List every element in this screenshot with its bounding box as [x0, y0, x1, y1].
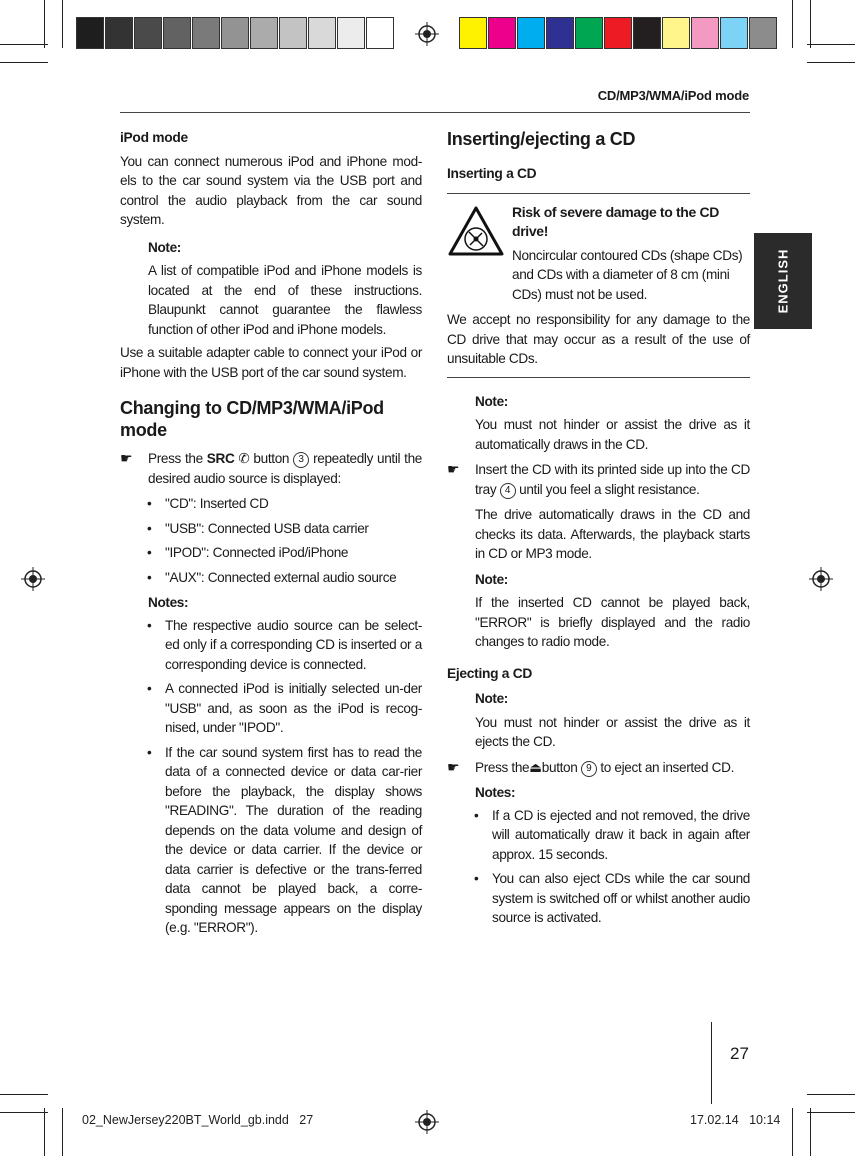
crop-mark [810, 1108, 811, 1156]
source-list-item: • "USB": Connected USB data carrier [120, 519, 422, 539]
language-tab [754, 233, 812, 329]
tray-number-badge: 4 [500, 483, 516, 499]
warning-triangle-cd-icon [447, 205, 505, 257]
notes-label: Notes: [148, 595, 189, 610]
draws-in-text: The drive automatically draws in the CD and checks its data. Afterwards, the playback starts in CD or MP3 mode. [475, 507, 750, 561]
footer-filename: 02_NewJersey220BT_World_gb.indd 27 [82, 1113, 314, 1127]
source-list-item: • "AUX": Connected external audio source [120, 568, 422, 588]
ipod-mode-heading: iPod mode [120, 130, 188, 145]
color-swatch [546, 17, 574, 49]
color-swatch [633, 17, 661, 49]
color-swatch [192, 17, 220, 49]
source-list-item: • "IPOD": Connected iPod/iPhone [120, 543, 422, 563]
color-swatch [749, 17, 777, 49]
source-list-item: • "CD": Inserted CD [120, 494, 422, 514]
ipod-intro-text: You can connect numerous iPod and iPhone mod-els to the car sound system via the USB port and control the audio playback from the car sound system. [120, 153, 422, 227]
crop-mark [0, 1112, 48, 1113]
note-text: You must not hinder or assist the drive as it ejects the CD. [475, 714, 750, 749]
crop-mark [62, 0, 63, 48]
color-swatch [691, 17, 719, 49]
changing-mode-heading: Changing to CD/MP3/WMA/iPod mode [120, 398, 384, 440]
warning-top-divider [447, 193, 750, 194]
color-swatch [134, 17, 162, 49]
bullet-icon: • [474, 807, 479, 823]
note-text: A list of compatible iPod and iPhone models is located at the end of these instructions. Blaupunkt cannot guarantee the flawless function of other iPod and iPhone models. [148, 263, 422, 337]
crop-mark [807, 1094, 855, 1095]
registration-mark-icon [415, 1110, 439, 1134]
crop-mark [0, 1094, 48, 1095]
eject-icon: ⏏ [529, 759, 542, 775]
crop-mark [62, 1108, 63, 1156]
color-swatch [76, 17, 104, 49]
note-list-item: • A connected iPod is initially selected un-der "USB" and, as soon as the iPod is recog-nised, under "IPOD". [147, 681, 422, 735]
pointing-hand-icon: ☛ [447, 758, 460, 775]
note-list-item: • You can also eject CDs while the car sound system is switched off or whilst another audio source is activated. [474, 871, 750, 925]
warning-text-intro: Noncircular contoured CDs (shape CDs) and CDs with a diameter of 8 cm (mini CDs) must not be used. [512, 247, 743, 302]
notes-label: Notes: [475, 785, 516, 800]
note-label: Note: [475, 393, 508, 409]
crop-mark [792, 1108, 793, 1156]
language-tab-label: ENGLISH [775, 248, 791, 314]
phone-icon: ✆ [238, 451, 250, 466]
color-swatch [221, 17, 249, 49]
process-color-bar [459, 17, 778, 49]
notes-list [447, 806, 750, 928]
color-swatch [337, 17, 365, 49]
bullet-icon: • [147, 496, 152, 511]
bullet-icon: • [147, 569, 152, 585]
footer-date: 17.02.14 10:14 [690, 1113, 781, 1127]
color-swatch [279, 17, 307, 49]
color-swatch [488, 17, 516, 49]
src-button-label: SRC [206, 451, 235, 466]
button-number-badge: 3 [293, 452, 309, 468]
color-swatch [366, 17, 394, 49]
note-list-item: • If the car sound system first has to read the data of a connected device or data car-rier before the playback, the display shows "READING". The duration of the reading depends on the data volume and design of the device or data carrier. If the device or data carrier is defective or the trans-ferred data cannot be played back, a corre-sponding message appears on the display (e.g. "ERROR"). [147, 744, 422, 935]
pointing-hand-icon: ☛ [120, 450, 133, 466]
warning-title: Risk of severe damage to the CD drive! [512, 203, 719, 239]
instruction-step: ☛ Press the⏏button 9 to eject an inserted CD. [447, 758, 750, 778]
crop-mark [807, 62, 855, 63]
page-number-divider [711, 1022, 712, 1104]
crop-mark [0, 44, 48, 45]
color-swatch [720, 17, 748, 49]
registration-mark-icon [809, 567, 833, 591]
color-swatch [163, 17, 191, 49]
bullet-icon: • [147, 520, 152, 536]
crop-mark [44, 0, 45, 48]
note-text: You must not hinder or assist the drive as it automatically draws in the CD. [475, 417, 750, 452]
crop-mark [810, 0, 811, 48]
inserting-ejecting-heading: Inserting/ejecting a CD [447, 129, 636, 149]
crop-mark [44, 1108, 45, 1156]
bullet-icon: • [147, 681, 152, 696]
grayscale-color-bar [76, 17, 395, 49]
source-list [120, 494, 422, 587]
color-swatch [575, 17, 603, 49]
right-column [447, 128, 750, 933]
color-swatch [308, 17, 336, 49]
warning-block [447, 203, 750, 305]
left-column [120, 128, 422, 943]
instruction-step: ☛ Insert the CD with its printed side up into the CD tray 4 until you feel a slight resistance. [447, 461, 750, 497]
color-swatch [604, 17, 632, 49]
inserting-cd-heading: Inserting a CD [447, 166, 537, 181]
note-label: Note: [475, 571, 508, 587]
color-swatch [459, 17, 487, 49]
color-swatch [250, 17, 278, 49]
ejecting-cd-heading: Ejecting a CD [447, 665, 533, 681]
registration-mark-icon [415, 22, 439, 46]
note-label: Note: [148, 239, 181, 255]
note-text: If the inserted CD cannot be played back, "ERROR" is briefly displayed and the radio changes to radio mode. [475, 595, 750, 649]
note-list-item: • The respective audio source can be select-ed only if a corresponding CD is inserted or a corresponding device is connected. [147, 617, 422, 672]
crop-mark [792, 0, 793, 48]
bullet-icon: • [474, 871, 479, 886]
pointing-hand-icon: ☛ [447, 461, 460, 477]
color-swatch [105, 17, 133, 49]
note-label: Note: [475, 691, 508, 706]
crop-mark [807, 1112, 855, 1113]
header-divider [120, 112, 750, 113]
registration-mark-icon [21, 567, 45, 591]
adapter-text: Use a suitable adapter cable to connect your iPod or iPhone with the USB port of the car sound system. [120, 345, 422, 380]
instruction-step: ☛ Press the SRC ✆ button 3 repeatedly until the desired audio source is displayed: [120, 450, 422, 486]
note-list-item: • If a CD is ejected and not removed, the drive will automatically draw it back in again after approx. 15 seconds. [474, 807, 750, 862]
button-number-badge: 9 [581, 761, 597, 777]
warning-bottom-divider [447, 377, 750, 378]
notes-list [120, 616, 422, 938]
section-header-title: CD/MP3/WMA/iPod mode [597, 88, 749, 103]
page-number: 27 [730, 1044, 749, 1063]
bullet-icon: • [147, 545, 152, 560]
crop-mark [807, 44, 855, 45]
color-swatch [517, 17, 545, 49]
warning-responsibility-text: We accept no responsibility for any damage to the CD drive that may occur as a result of the use of unsuitable CDs. [447, 312, 750, 366]
bullet-icon: • [147, 744, 152, 760]
crop-mark [0, 62, 48, 63]
bullet-icon: • [147, 617, 152, 633]
color-swatch [662, 17, 690, 49]
